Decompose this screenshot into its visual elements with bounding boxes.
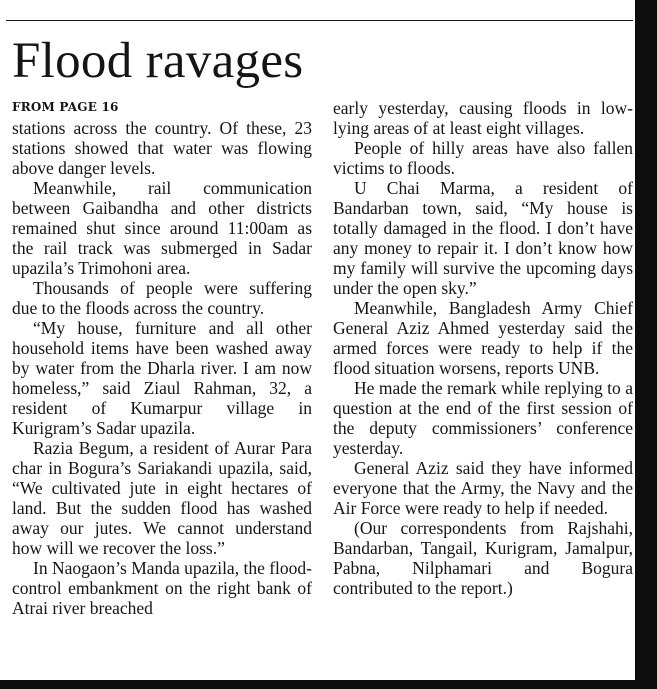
paragraph: People of hilly areas have also fallen victims to floods.	[333, 138, 633, 178]
scan-edge-right	[635, 0, 657, 689]
right-column	[333, 98, 633, 598]
paragraph: He made the remark while replying to a question at the end of the first session of the deputy commissioners’ conference yesterday.	[333, 378, 633, 458]
scan-edge-bottom	[0, 680, 657, 689]
paragraph: stations across the country. Of these, 23 stations showed that water was flowing above danger levels.	[12, 118, 312, 178]
paragraph: General Aziz said they have informed everyone that the Army, the Navy and the Air Force were ready to help if needed.	[333, 458, 633, 518]
paragraph: U Chai Marma, a resident of Bandarban town, said, “My house is totally damaged in the flood. I don’t have any money to repair it. I don’t know how my family will survive the upcoming days under the open sky.”	[333, 178, 633, 298]
paragraph: Meanwhile, rail communication between Gaibandha and other districts remained shut since around 11:00am as the rail track was submerged in Sadar upazila’s Trimohoni area.	[12, 178, 312, 278]
paragraph: Meanwhile, Bangladesh Army Chief General Aziz Ahmed yesterday said the armed forces were ready to help if the flood situation worsens, reports UNB.	[333, 298, 633, 378]
paragraph: (Our correspondents from Rajshahi, Bandarban, Tangail, Kurigram, Jamalpur, Pabna, Nilphamari and Bogura contributed to the report.)	[333, 518, 633, 598]
paragraph: early yesterday, causing floods in low-lying areas of at least eight villages.	[333, 98, 633, 138]
paragraph: Thousands of people were suffering due to the floods across the country.	[12, 278, 312, 318]
dateline: FROM PAGE 16	[12, 100, 119, 114]
top-rule	[6, 20, 633, 21]
headline: Flood ravages	[12, 33, 304, 89]
paragraph: In Naogaon’s Manda upazila, the flood-control embankment on the right bank of Atrai river breached	[12, 558, 312, 618]
paragraph: Razia Begum, a resident of Aurar Para char in Bogura’s Sariakandi upazila, said, “We cultivated jute in eight hectares of land. But the sudden flood has washed away our jutes. We cannot understand how will we recover the loss.”	[12, 438, 312, 558]
left-column	[12, 98, 312, 618]
paragraph: “My house, furniture and all other household items have been washed away by water from the Dharla river. I am now homeless,” said Ziaul Rahman, 32, a resident of Kumarpur village in Kurigram’s Sadar upazila.	[12, 318, 312, 438]
